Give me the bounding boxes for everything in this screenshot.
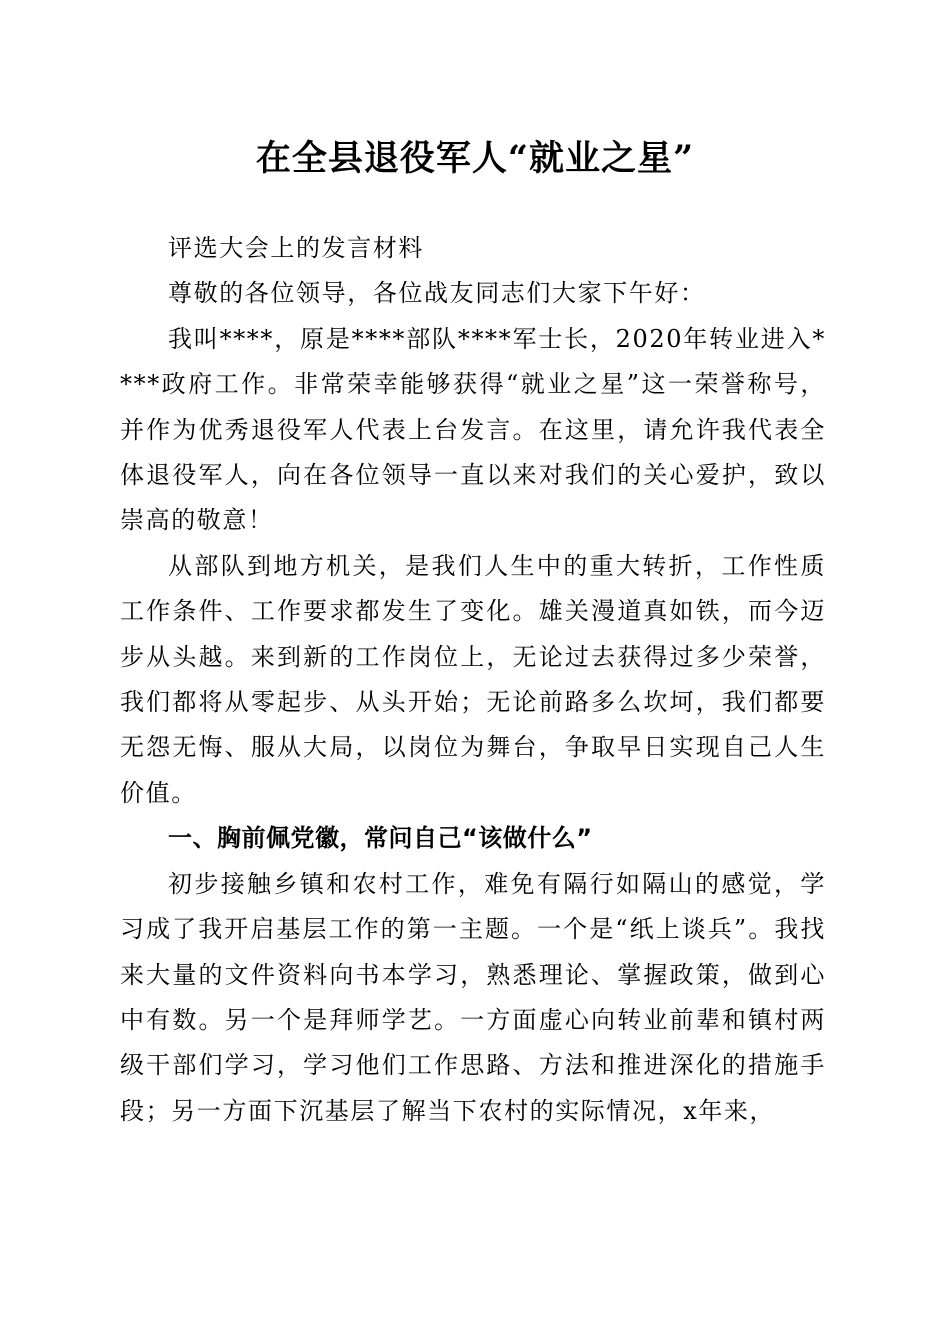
transition-paragraph: 从部队到地方机关，是我们人生中的重大转折，工作性质工作条件、工作要求都发生了变化。雄关漫道真如铁，而今迈步从头越。来到新的工作岗位上，无论过去获得过多少荣誉，我们都将从零起步、从头开始；无论前路多么坎坷，我们都要无怨无悔、服从大局，以岗位为舞台，争取早日实现自己人生价值。 bbox=[120, 551, 826, 807]
section-heading-1: 一、胸前佩党徽，常问自己“该做什么” bbox=[168, 824, 593, 853]
intro-paragraph: 我叫****，原是****部队****军士长，2020年转业进入****政府工作。非常荣幸能够获得“就业之星”这一荣誉称号，并作为优秀退役军人代表上台发言。在这里，请允许我代表全体退役军人，向在各位领导一直以来对我们的关心爱护，致以崇高的敬意！ bbox=[120, 324, 826, 535]
greeting-paragraph: 尊敬的各位领导，各位战友同志们大家下午好： bbox=[168, 279, 706, 308]
document-title: 在全县退役军人“就业之星” bbox=[255, 138, 695, 179]
section-1-paragraph: 初步接触乡镇和农村工作，难免有隔行如隔山的感觉，学习成了我开启基层工作的第一主题。一个是“纸上谈兵”。我找来大量的文件资料向书本学习，熟悉理论、掌握政策，做到心中有数。另一个是拜师学艺。一方面虚心向转业前辈和镇村两级干部们学习，学习他们工作思路、方法和推进深化的措施手段；另一方面下沉基层了解当下农村的实际情况，x年来， bbox=[120, 869, 826, 1125]
document-body bbox=[120, 226, 826, 1134]
subtitle-paragraph: 评选大会上的发言材料 bbox=[168, 234, 424, 262]
